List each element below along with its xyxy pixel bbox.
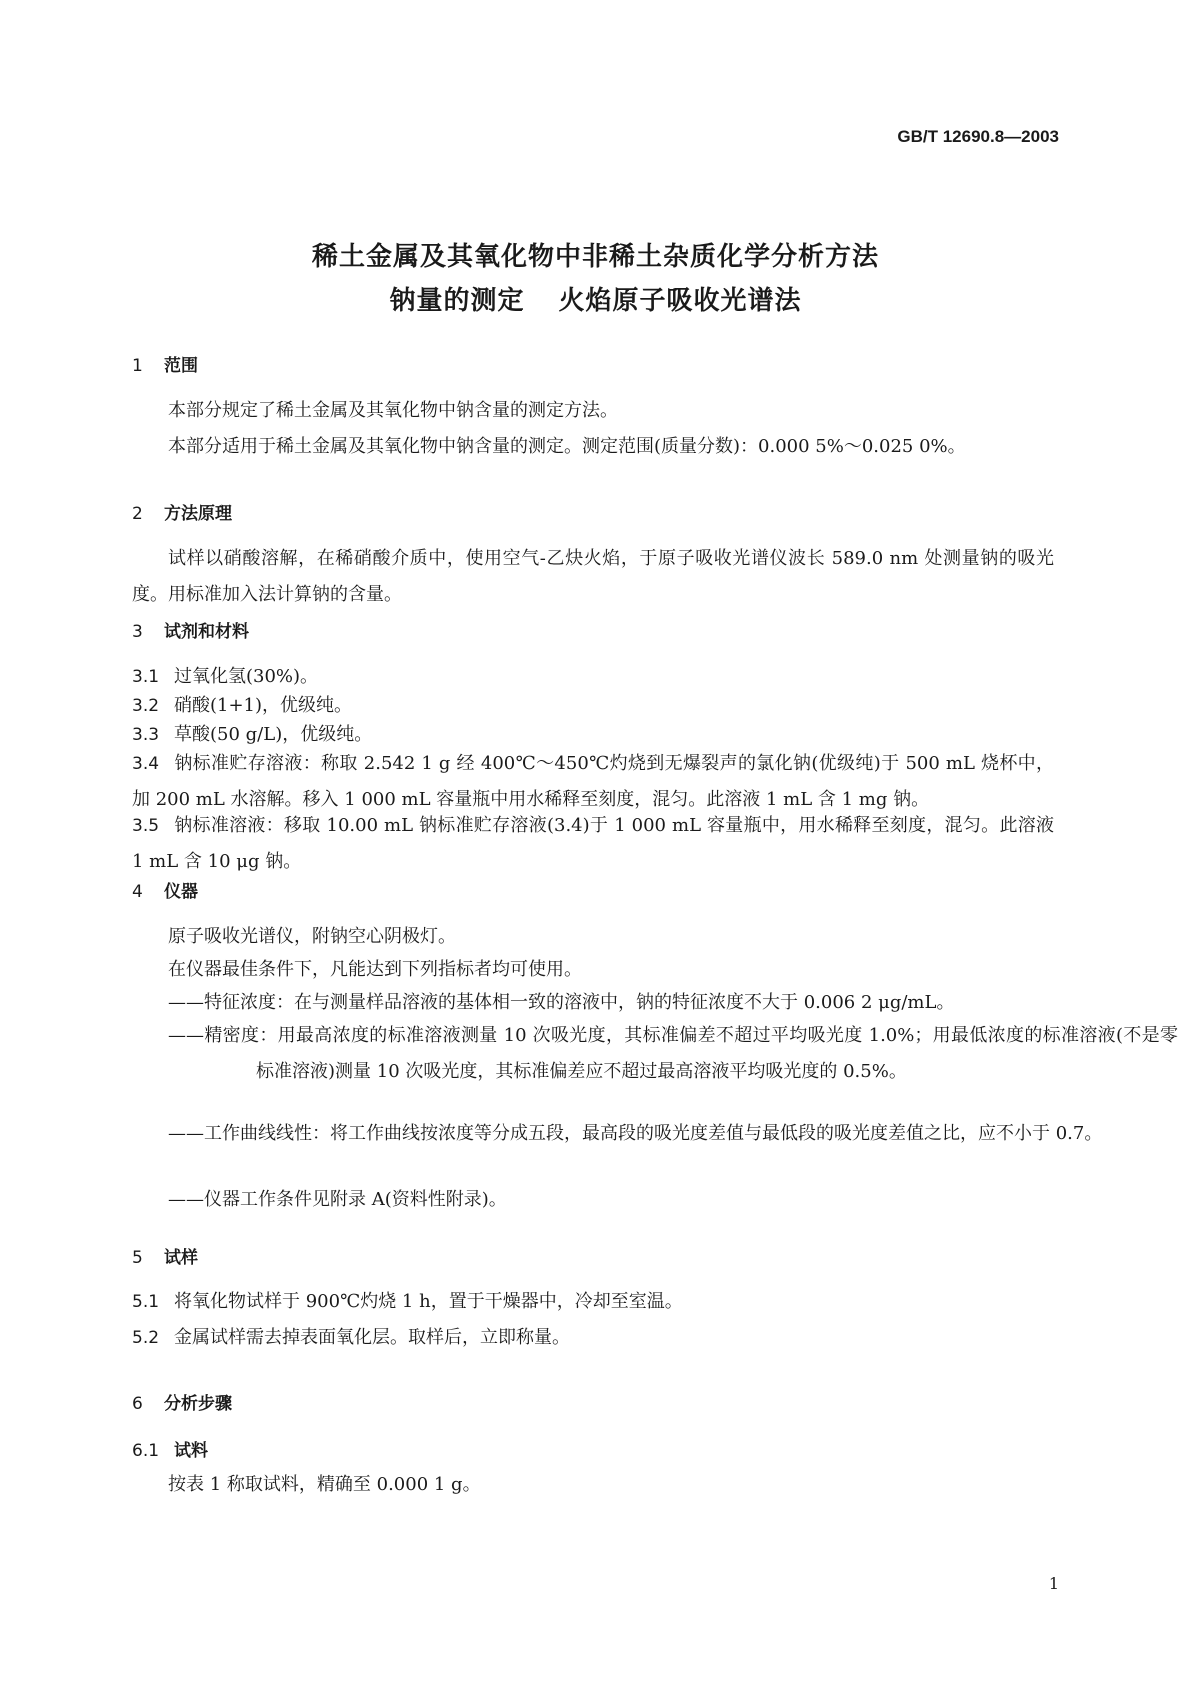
list-item-5-2 [132,1320,1054,1356]
subsection-6-1-heading [132,1433,1054,1469]
item-number: 3.5 [132,816,160,836]
item-number: 5.2 [132,1328,160,1348]
section-title: 试样 [164,1248,198,1268]
section-number: 6 [132,1394,143,1414]
section-2-heading [132,496,1054,532]
section-6-heading [132,1386,1054,1422]
section-1-paragraph-1: 本部分规定了稀土金属及其氧化物中钠含量的测定方法。 [168,400,618,421]
section-6-1-paragraph-1: 按表 1 称取试料，精确至 0.000 1 g。 [168,1474,481,1495]
item-text: 钠标准溶液：移取 10.00 mL 钠标准贮存溶液(3.4)于 1 000 mL 容量瓶中，用水稀释至刻度，混匀。此溶液 1 mL 含 10 μg 钠。 [132,815,1054,872]
section-number: 2 [132,504,143,524]
document-title: 稀土金属及其氧化物中非稀土杂质化学分析方法 [311,242,879,272]
item-text: 将氧化物试样于 900℃灼烧 1 h，置于干燥器中，冷却至室温。 [174,1291,683,1312]
item-text: 硝酸(1+1)，优级纯。 [174,695,353,716]
section-number: 1 [132,356,143,376]
section-1-heading [132,348,1054,384]
section-title: 范围 [164,356,198,376]
section-5-heading [132,1240,1054,1276]
section-4-paragraph-1: 原子吸收光谱仪，附钠空心阴极灯。 [168,926,456,947]
page-number: 1 [1048,1574,1059,1593]
item-text: 钠标准贮存溶液：称取 2.542 1 g 经 400℃～450℃灼烧到无爆裂声的氯化钠(优级纯)于 500 mL 烧杯中，加 200 mL 水溶解。移入 1 000 mL 容量瓶中用水稀释至刻度，混匀。此溶液 1 mL 含 1 mg 钠。 [132,753,1054,810]
item-text: 过氧化氢(30%)。 [174,666,319,687]
section-title: 仪器 [164,882,198,902]
section-3-heading [132,614,1054,650]
list-item-5-1 [132,1284,1054,1320]
section-number: 4 [132,882,143,902]
item-number: 3.4 [132,754,160,774]
item-number: 5.1 [132,1292,160,1312]
list-item-3-5 [132,808,1054,880]
standard-code: GB/T 12690.8—2003 [897,127,1059,146]
section-title: 方法原理 [164,504,232,524]
spec-item-linearity: ——工作曲线线性：将工作曲线按浓度等分成五段，最高段的吸光度差值与最低段的吸光度差值之比，应不小于 0.7。 [168,1123,1103,1144]
spec-item-working-conditions: ——仪器工作条件见附录 A(资料性附录)。 [168,1189,507,1210]
section-title: 分析步骤 [164,1394,232,1414]
section-number: 3 [132,622,143,642]
section-number: 5 [132,1248,143,1268]
spec-item-characteristic-concentration: ——特征浓度：在与测量样品溶液的基体相一致的溶液中，钠的特征浓度不大于 0.006 2 μg/mL。 [168,992,955,1013]
item-text: 金属试样需去掉表面氧化层。取样后，立即称量。 [174,1327,570,1348]
subsection-number: 6.1 [132,1441,160,1461]
section-title: 试剂和材料 [164,622,249,642]
item-number: 3.3 [132,725,160,745]
item-text: 草酸(50 g/L)，优级纯。 [174,724,373,745]
subsection-title: 试料 [174,1441,208,1461]
item-number: 3.1 [132,667,160,687]
section-4-paragraph-2: 在仪器最佳条件下，凡能达到下列指标者均可使用。 [168,959,582,980]
spec-item-precision: ——精密度：用最高浓度的标准溶液测量 10 次吸光度，其标准偏差不超过平均吸光度 1.0%；用最低浓度的标准溶液(不是零标准溶液)测量 10 次吸光度，其标准偏差应不超过最高溶液平均吸光度的 0.5%。 [168,1025,1178,1082]
document-subtitle: 钠量的测定 火焰原子吸收光谱法 [389,286,802,316]
section-1-paragraph-2: 本部分适用于稀土金属及其氧化物中钠含量的测定。测定范围(质量分数)：0.000 5%～0.025 0%。 [168,436,966,457]
item-number: 3.2 [132,696,160,716]
section-4-heading [132,874,1054,910]
section-2-paragraph-1: 试样以硝酸溶解，在稀硝酸介质中，使用空气-乙炔火焰，于原子吸收光谱仪波长 589.0 nm 处测量钠的吸光度。用标准加入法计算钠的含量。 [132,548,1054,605]
